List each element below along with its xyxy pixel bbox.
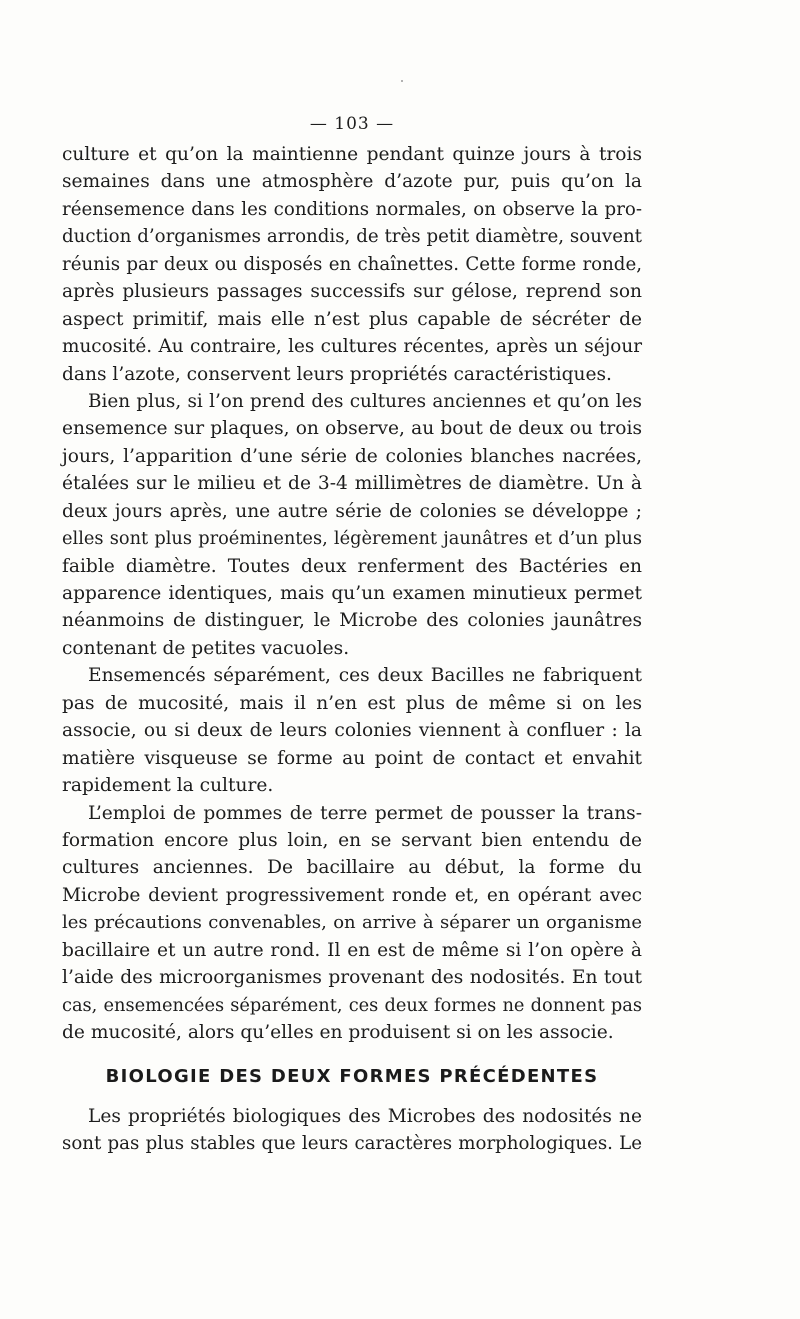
text-line: étalées sur le milieu et de 3-4 millimètres de diamètre. Un à xyxy=(62,473,642,495)
text-line: Ensemencés séparément, ces deux Bacilles ne fabriquent xyxy=(88,665,642,687)
paper-speck xyxy=(401,80,403,82)
text-line: jours, l’apparition d’une série de colonies blanches nacrées, xyxy=(62,445,642,467)
text-line: contenant de petites vacuoles. xyxy=(62,637,350,659)
text-line: réunis par deux ou disposés en chaînettes. Cette forme ronde, xyxy=(62,253,642,275)
text-line: associe, ou si deux de leurs colonies viennent à confluer : la xyxy=(62,720,642,742)
text-line: culture et qu’on la maintienne pendant quinze jours à trois xyxy=(62,144,642,165)
text-line: Les propriétés biologiques des Microbes des nodosités ne xyxy=(88,1106,642,1127)
text-line: Microbe devient progressivement ronde et, en opérant avec xyxy=(62,884,642,906)
text-line: réensemence dans les conditions normales, on observe la pro- xyxy=(62,198,642,220)
text-line: mucosité. Au contraire, les cultures récentes, après un séjour xyxy=(62,336,642,358)
text-line: ensemence sur plaques, on observe, au bout de deux ou trois xyxy=(62,418,642,440)
text-line: duction d’organismes arrondis, de très petit diamètre, souvent xyxy=(62,226,642,248)
section-heading: BIOLOGIE DES DEUX FORMES PRÉCÉDENTES xyxy=(105,1066,599,1087)
text-line: l’aide des microorganismes provenant des nodosités. En tout xyxy=(62,967,642,989)
text-line: après plusieurs passages successifs sur gélose, reprend son xyxy=(62,281,642,303)
text-line: formation encore plus loin, en se servant bien entendu de xyxy=(62,829,642,851)
text-line: néanmoins de distinguer, le Microbe des colonies jaunâtres xyxy=(62,610,642,632)
text-line: bacillaire et un autre rond. Il en est de même si l’on opère à xyxy=(62,939,642,961)
text-line: cas, ensemencées séparément, ces deux formes ne donnent pas xyxy=(62,994,642,1016)
page-number: — 103 — xyxy=(309,114,395,134)
text-line: sont pas plus stables que leurs caractères morphologiques. Le xyxy=(62,1133,642,1155)
body-text xyxy=(62,141,642,1046)
text-line: Bien plus, si l’on prend des cultures anciennes et qu’on les xyxy=(88,390,642,412)
text-line: deux jours après, une autre série de colonies se développe ; xyxy=(62,500,642,522)
text-line: faible diamètre. Toutes deux renferment des Bactéries en xyxy=(62,555,642,577)
text-line: semaines dans une atmosphère d’azote pur, puis qu’on la xyxy=(62,171,642,193)
text-line: elles sont plus proéminentes, légèrement jaunâtres et d’un plus xyxy=(62,528,642,550)
body-text-continued xyxy=(62,1103,642,1158)
text-line: pas de mucosité, mais il n’en est plus de même si on les xyxy=(62,692,642,714)
text-line: apparence identiques, mais qu’un examen minutieux permet xyxy=(62,583,642,604)
text-line: rapidement la culture. xyxy=(62,775,274,797)
text-line: dans l’azote, conservent leurs propriétés caractéristiques. xyxy=(62,363,612,385)
text-line: les précautions convenables, on arrive à séparer un organisme xyxy=(62,912,642,934)
text-line: aspect primitif, mais elle n’est plus capable de sécréter de xyxy=(62,308,642,330)
text-line: de mucosité, alors qu’elles en produisent si on les associe. xyxy=(62,1022,614,1043)
text-line: cultures anciennes. De bacillaire au début, la forme du xyxy=(62,857,642,879)
text-line: matière visqueuse se forme au point de contact et envahit xyxy=(62,747,642,769)
text-line: L’emploi de pommes de terre permet de pousser la trans- xyxy=(88,802,642,824)
